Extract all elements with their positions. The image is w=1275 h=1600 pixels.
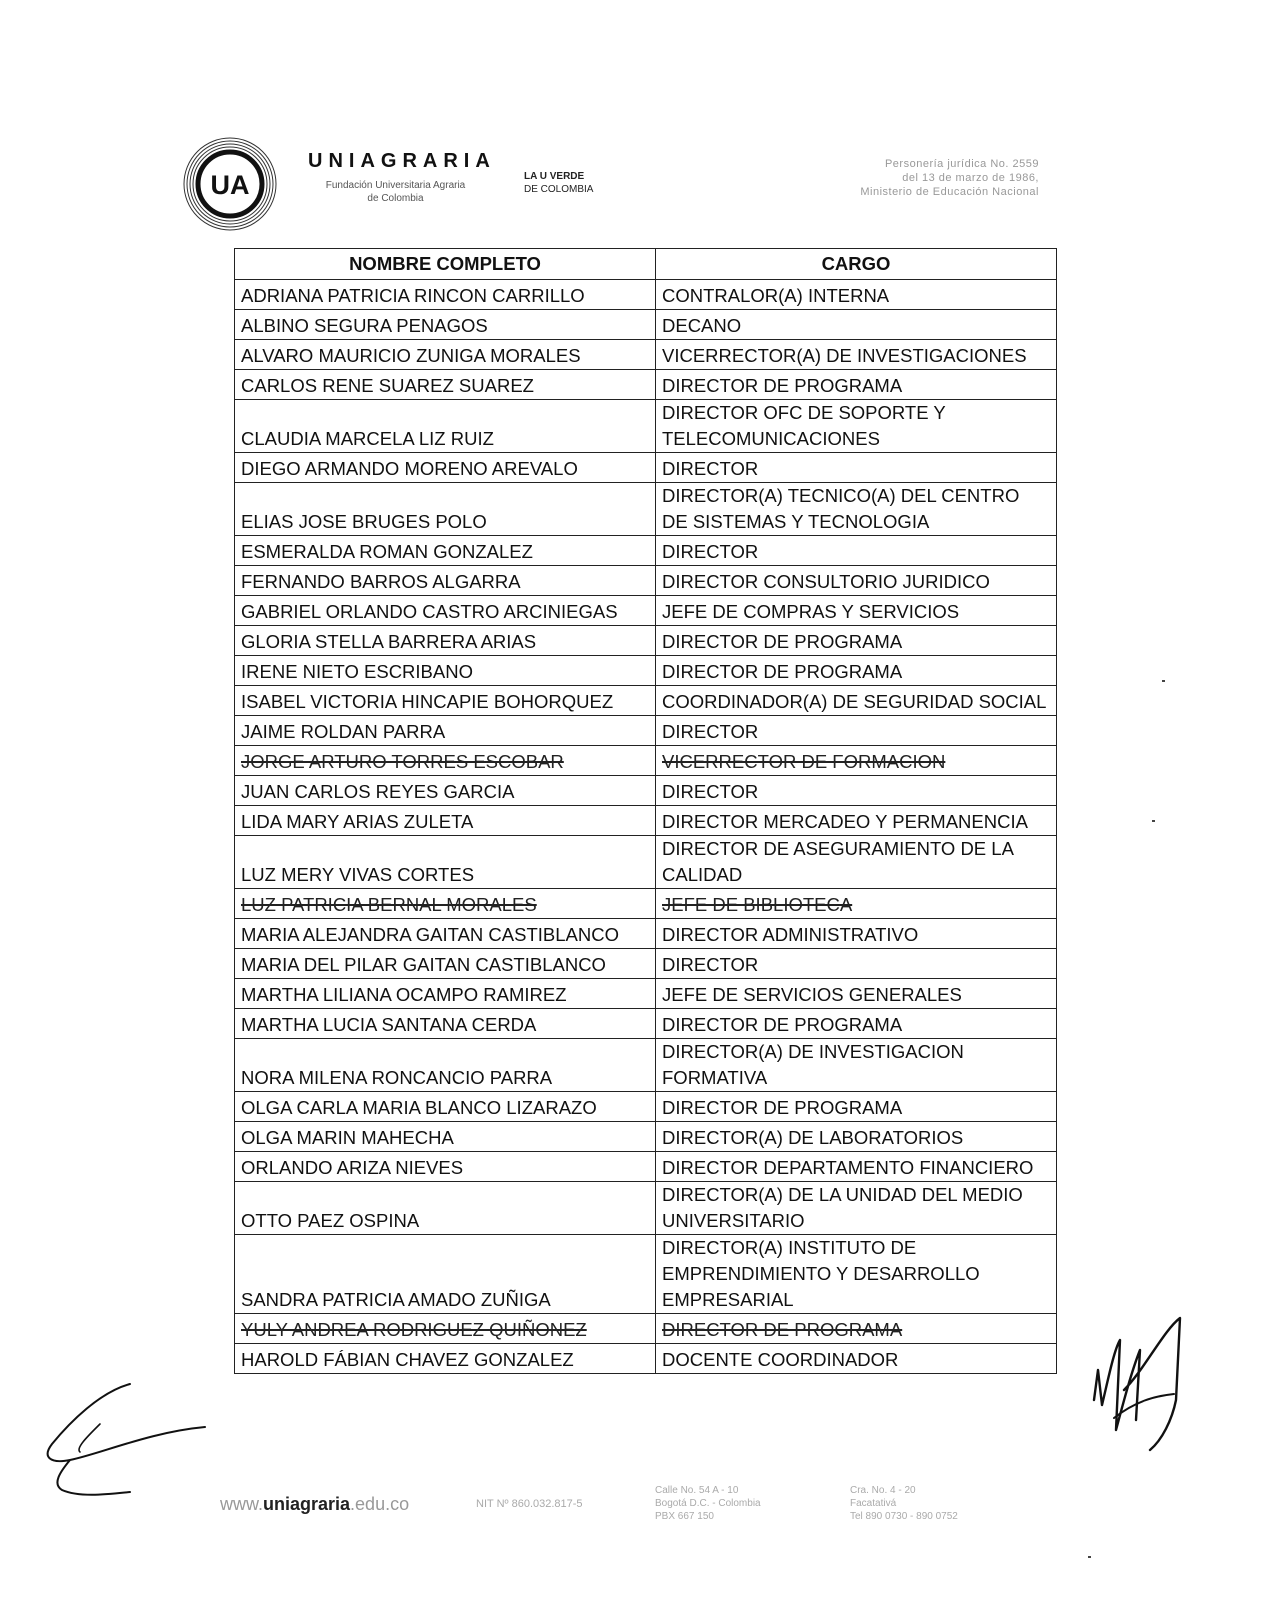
table-row [235,1092,1057,1122]
table-row [235,806,1057,836]
cargo-text: CONTRALOR(A) INTERNA [662,285,890,306]
table-row [235,746,1057,776]
cell-cargo [656,626,1057,656]
name-text: GABRIEL ORLANDO CASTRO ARCINIEGAS [241,601,618,622]
name-text: MARIA DEL PILAR GAITAN CASTIBLANCO [241,954,606,975]
footer-website [220,1494,409,1515]
name-text: CARLOS RENE SUAREZ SUAREZ [241,375,534,396]
table-body [235,280,1057,1374]
brand-subtitle-line-2: de Colombia [367,193,424,204]
cell-name [235,453,656,483]
footer-address-facatativa [850,1484,958,1523]
name-text: HAROLD FÁBIAN CHAVEZ GONZALEZ [241,1349,574,1370]
cargo-text: DIRECTOR(A) TECNICO(A) DEL CENTRO DE SISTEMAS Y TECNOLOGIA [662,485,1020,532]
cell-name [235,566,656,596]
cargo-text: DIRECTOR CONSULTORIO JURIDICO [662,571,990,592]
cell-cargo [656,453,1057,483]
cell-cargo [656,1182,1057,1235]
cell-cargo [656,776,1057,806]
cell-cargo [656,1122,1057,1152]
cell-name [235,310,656,340]
cell-name [235,483,656,536]
cell-name [235,836,656,889]
cargo-text: DIRECTOR DE PROGRAMA [662,1097,903,1118]
cargo-text: DIRECTOR ADMINISTRATIVO [662,924,919,945]
cell-cargo [656,1092,1057,1122]
name-text: NORA MILENA RONCANCIO PARRA [241,1067,553,1088]
brand-subtitle-line-1: Fundación Universitaria Agraria [325,180,466,191]
cargo-text: DIRECTOR MERCADEO Y PERMANENCIA [662,811,1028,832]
cell-name [235,1344,656,1374]
footer-nit: NIT Nº 860.032.817-5 [476,1498,583,1510]
cargo-text: JEFE DE BIBLIOTECA [662,894,853,915]
brand-block [308,150,496,205]
cell-name [235,596,656,626]
table-row [235,919,1057,949]
cell-name [235,370,656,400]
cell-cargo [656,716,1057,746]
cell-name [235,776,656,806]
cell-cargo [656,949,1057,979]
footer-address-bogota-line-2: Bogotá D.C. - Colombia [655,1498,761,1509]
cell-name [235,1009,656,1039]
cargo-text: DIRECTOR [662,721,759,742]
table-row [235,1039,1057,1092]
name-text: MARTHA LUCIA SANTANA CERDA [241,1014,537,1035]
cargo-text: DIRECTOR DE PROGRAMA [662,1014,903,1035]
table-row [235,1344,1057,1374]
table-row [235,716,1057,746]
cell-name [235,340,656,370]
footer-address-bogota [655,1484,761,1523]
cell-name [235,1039,656,1092]
brand-subtitle [308,179,483,205]
table-row [235,889,1057,919]
footer-address-bogota-line-3: PBX 667 150 [655,1511,714,1522]
slogan-line-1: LA U VERDE [524,171,585,182]
column-header-name: NOMBRE COMPLETO [235,249,656,280]
name-text: MARTHA LILIANA OCAMPO RAMIREZ [241,984,567,1005]
footer-website-brand: uniagraria [263,1494,351,1514]
name-text: SANDRA PATRICIA AMADO ZUÑIGA [241,1289,551,1310]
table-row [235,686,1057,716]
column-header-cargo: CARGO [656,249,1057,280]
logo-text: UA [210,170,250,200]
cell-name [235,536,656,566]
cargo-text: DIRECTOR DE PROGRAMA [662,631,903,652]
table-row [235,979,1057,1009]
footer-website-suffix: .edu.co [350,1494,410,1514]
cell-cargo [656,1039,1057,1092]
cell-name [235,949,656,979]
cell-name [235,1152,656,1182]
name-text: MARIA ALEJANDRA GAITAN CASTIBLANCO [241,924,619,945]
cell-cargo [656,686,1057,716]
table-row [235,836,1057,889]
cell-cargo [656,1009,1057,1039]
table-row [235,949,1057,979]
cell-cargo [656,1344,1057,1374]
cell-cargo [656,836,1057,889]
name-text: ALVARO MAURICIO ZUNIGA MORALES [241,345,581,366]
name-text: LUZ PATRICIA BERNAL MORALES [241,894,537,915]
table-row [235,1122,1057,1152]
cell-name [235,686,656,716]
table-row [235,483,1057,536]
cargo-text: DIRECTOR [662,458,759,479]
table-row [235,310,1057,340]
cell-name [235,280,656,310]
footer-address-facatativa-line-3: Tel 890 0730 - 890 0752 [850,1511,958,1522]
cell-cargo [656,536,1057,566]
cargo-text: DIRECTOR(A) DE LABORATORIOS [662,1127,964,1148]
slogan-line-2: DE COLOMBIA [524,184,594,195]
cell-cargo [656,566,1057,596]
cell-cargo [656,310,1057,340]
name-text: JUAN CARLOS REYES GARCIA [241,781,515,802]
legal-line-2: del 13 de marzo de 1986, [902,172,1039,184]
table-row [235,370,1057,400]
slogan [524,170,593,196]
cargo-text: DIRECTOR(A) DE INVESTIGACION FORMATIVA [662,1041,964,1088]
cell-name [235,1182,656,1235]
cell-cargo [656,280,1057,310]
cell-cargo [656,806,1057,836]
table-row [235,536,1057,566]
name-text: ALBINO SEGURA PENAGOS [241,315,488,336]
cell-cargo [656,656,1057,686]
cargo-text: DIRECTOR [662,781,759,802]
name-text: YULY ANDREA RODRIGUEZ QUIÑONEZ [241,1319,587,1340]
name-text: LIDA MARY ARIAS ZULETA [241,811,474,832]
name-text: IRENE NIETO ESCRIBANO [241,661,473,682]
cargo-text: VICERRECTOR DE FORMACION [662,751,946,772]
cargo-text: JEFE DE COMPRAS Y SERVICIOS [662,601,960,622]
cargo-text: DIRECTOR(A) INSTITUTO DE EMPRENDIMIENTO Y DESARROLLO EMPRESARIAL [662,1237,980,1310]
cell-cargo [656,483,1057,536]
table-row [235,340,1057,370]
cargo-text: DIRECTOR DE PROGRAMA [662,1319,903,1340]
table-row [235,280,1057,310]
name-text: LUZ MERY VIVAS CORTES [241,864,475,885]
name-text: FERNANDO BARROS ALGARRA [241,571,521,592]
cell-name [235,656,656,686]
name-text: ELIAS JOSE BRUGES POLO [241,511,487,532]
name-text: OTTO PAEZ OSPINA [241,1210,420,1231]
legal-notice [860,157,1039,199]
cargo-text: COORDINADOR(A) DE SEGURIDAD SOCIAL [662,691,1047,712]
table-row [235,1009,1057,1039]
name-text: CLAUDIA MARCELA LIZ RUIZ [241,428,494,449]
table-row [235,1235,1057,1314]
footer-address-facatativa-line-2: Facatativá [850,1498,897,1509]
cargo-text: DOCENTE COORDINADOR [662,1349,899,1370]
cargo-text: DIRECTOR DE PROGRAMA [662,375,903,396]
footer-address-facatativa-line-1: Cra. No. 4 - 20 [850,1485,916,1496]
legal-line-1: Personería jurídica No. 2559 [884,158,1039,170]
name-text: DIEGO ARMANDO MORENO AREVALO [241,458,578,479]
cell-cargo [656,979,1057,1009]
table-header-row [235,249,1057,280]
cell-cargo [656,889,1057,919]
table-row [235,656,1057,686]
cell-name [235,1314,656,1344]
staff-table [234,248,1057,1374]
name-text: OLGA CARLA MARIA BLANCO LIZARAZO [241,1097,597,1118]
signature-left [40,1372,220,1512]
signature-right [1084,1310,1204,1470]
footer-website-prefix: www. [220,1494,264,1514]
cell-cargo [656,370,1057,400]
cargo-text: DIRECTOR OFC DE SOPORTE Y TELECOMUNICACIONES [662,402,946,449]
name-text: ADRIANA PATRICIA RINCON CARRILLO [241,285,585,306]
footer-address-bogota-line-1: Calle No. 54 A - 10 [655,1485,739,1496]
table-row [235,566,1057,596]
cell-name [235,626,656,656]
cargo-text: JEFE DE SERVICIOS GENERALES [662,984,962,1005]
cell-cargo [656,919,1057,949]
cell-cargo [656,1152,1057,1182]
table-row [235,400,1057,453]
name-text: JAIME ROLDAN PARRA [241,721,446,742]
cargo-text: DIRECTOR DE PROGRAMA [662,661,903,682]
name-text: GLORIA STELLA BARRERA ARIAS [241,631,537,652]
legal-line-3: Ministerio de Educación Nacional [860,186,1039,198]
cell-name [235,1092,656,1122]
cell-name [235,400,656,453]
scan-speck [1088,1556,1091,1558]
cell-name [235,889,656,919]
cargo-text: DIRECTOR(A) DE LA UNIDAD DEL MEDIO UNIVERSITARIO [662,1184,1023,1231]
scan-speck [1162,680,1165,682]
table-row [235,1314,1057,1344]
cell-cargo [656,340,1057,370]
name-text: ORLANDO ARIZA NIEVES [241,1157,464,1178]
table-row [235,626,1057,656]
name-text: ESMERALDA ROMAN GONZALEZ [241,541,533,562]
cargo-text: DIRECTOR [662,541,759,562]
table-row [235,1152,1057,1182]
cell-cargo [656,1235,1057,1314]
name-text: JORGE ARTURO TORRES ESCOBAR [241,751,564,772]
cell-cargo [656,596,1057,626]
cell-name [235,1122,656,1152]
scan-speck [1152,820,1155,822]
cargo-text: VICERRECTOR(A) DE INVESTIGACIONES [662,345,1027,366]
cargo-text: DECANO [662,315,742,336]
cell-name [235,919,656,949]
uniagraria-logo [182,136,278,232]
cargo-text: DIRECTOR DE ASEGURAMIENTO DE LA CALIDAD [662,838,1013,885]
name-text: OLGA MARIN MAHECHA [241,1127,454,1148]
cell-cargo [656,746,1057,776]
cargo-text: DIRECTOR DEPARTAMENTO FINANCIERO [662,1157,1034,1178]
cell-name [235,1235,656,1314]
cell-name [235,979,656,1009]
cell-name [235,806,656,836]
cell-name [235,716,656,746]
cell-name [235,746,656,776]
brand-name: UNIAGRARIA [308,150,496,172]
cell-cargo [656,400,1057,453]
name-text: ISABEL VICTORIA HINCAPIE BOHORQUEZ [241,691,614,712]
table-row [235,1182,1057,1235]
cell-cargo [656,1314,1057,1344]
cargo-text: DIRECTOR [662,954,759,975]
table-row [235,596,1057,626]
table-row [235,776,1057,806]
table-row [235,453,1057,483]
